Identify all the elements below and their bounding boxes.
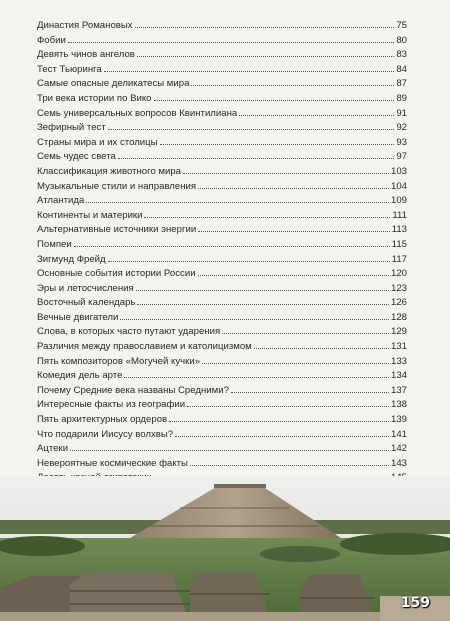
- toc-entry: [37, 340, 407, 355]
- toc-entry: [37, 369, 407, 384]
- toc-entry-title: Пять архитектурных ордеров: [37, 414, 168, 426]
- toc-entry-page: 92: [396, 122, 407, 134]
- toc-entry-title: Континенты и материки: [37, 209, 143, 221]
- toc-entry-title: Пять композиторов «Могучей кучки»: [37, 355, 201, 367]
- toc-entry: [37, 48, 407, 63]
- toc-leader-dots: [104, 71, 395, 72]
- toc-leader-dots: [137, 304, 389, 305]
- toc-entry-page: 139: [390, 414, 407, 426]
- toc-entry-page: 133: [390, 355, 407, 367]
- toc-entry: [37, 442, 407, 457]
- toc-entry-page: 117: [391, 253, 407, 265]
- toc-entry: [37, 77, 407, 92]
- toc-entry: [37, 209, 407, 224]
- toc-entry: [37, 253, 407, 268]
- toc-entry-title: Семь чудес света: [37, 151, 116, 163]
- toc-entry-title: Ацтеки: [37, 443, 69, 455]
- toc-leader-dots: [68, 42, 394, 43]
- toc-entry-page: 91: [396, 107, 407, 119]
- toc-entry-title: Невероятные космические факты: [37, 457, 188, 469]
- toc-leader-dots: [124, 377, 389, 378]
- toc-entry-title: Основные события истории России: [37, 268, 196, 280]
- toc-entry-title: Девять чинов ангелов: [37, 49, 135, 61]
- toc-entry: [37, 107, 407, 122]
- toc-leader-dots: [187, 406, 389, 407]
- toc-leader-dots: [135, 27, 395, 28]
- toc-leader-dots: [136, 290, 389, 291]
- toc-entry-page: 126: [390, 297, 407, 309]
- toc-leader-dots: [198, 275, 389, 276]
- toc-entry: [37, 355, 407, 370]
- toc-leader-dots: [202, 363, 389, 364]
- toc-entry-title: Страны мира и их столицы: [37, 136, 158, 148]
- toc-leader-dots: [120, 319, 389, 320]
- toc-entry: [37, 136, 407, 151]
- toc-entry-title: Тест Тьюринга: [37, 63, 102, 75]
- toc-entry-title: Зигмунд Фрейд: [37, 253, 106, 265]
- toc-entry-title: Музыкальные стили и направления: [37, 180, 197, 192]
- toc-leader-dots: [108, 261, 390, 262]
- toc-entry-page: 113: [391, 224, 407, 236]
- toc-leader-dots: [175, 436, 389, 437]
- toc-entry-page: 103: [390, 165, 407, 177]
- toc-entry: [37, 325, 407, 340]
- toc-entry-page: 89: [396, 92, 407, 104]
- toc-entry-title: Почему Средние века названы Средними?: [37, 384, 229, 396]
- toc-entry-title: Династия Романовых: [37, 20, 133, 31]
- toc-entry-page: 141: [390, 428, 407, 440]
- toc-entry: [37, 34, 407, 49]
- toc-entry-title: Различия между православием и католицизмом: [37, 341, 252, 353]
- toc-entry-title: Самые опасные деликатесы мира: [37, 78, 190, 90]
- toc-entry-page: 123: [390, 282, 407, 294]
- toc-entry: [37, 180, 407, 195]
- toc-entry-page: 97: [396, 151, 407, 163]
- toc-leader-dots: [190, 465, 389, 466]
- toc-entry-page: 75: [396, 20, 407, 31]
- toc-entry-page: 128: [390, 311, 407, 323]
- toc-entry: [37, 238, 407, 253]
- toc-leader-dots: [254, 348, 389, 349]
- toc-entry-page: 115: [391, 238, 407, 250]
- toc-entry-title: Классификация животного мира: [37, 165, 182, 177]
- toc-leader-dots: [137, 56, 394, 57]
- toc-leader-dots: [239, 115, 394, 116]
- toc-entry-page: 111: [392, 209, 407, 221]
- toc-entry-title: Что подарили Иисусу волхвы?: [37, 428, 174, 440]
- toc-entry-title: Зефирный тест: [37, 122, 106, 134]
- table-of-contents: [37, 19, 407, 544]
- toc-entry: [37, 150, 407, 165]
- toc-entry: [37, 194, 407, 209]
- toc-leader-dots: [154, 100, 395, 101]
- toc-entry-title: Вечные двигатели: [37, 311, 119, 323]
- toc-entry: [37, 428, 407, 443]
- toc-entry: [37, 92, 407, 107]
- toc-entry: [37, 296, 407, 311]
- toc-entry: [37, 398, 407, 413]
- toc-entry-page: 134: [390, 370, 407, 382]
- toc-entry-page: 93: [396, 136, 407, 148]
- toc-leader-dots: [231, 392, 389, 393]
- toc-entry: [37, 457, 407, 472]
- toc-entry-page: 129: [390, 326, 407, 338]
- toc-entry-page: 109: [390, 195, 407, 207]
- toc-entry-title: Восточный календарь: [37, 297, 136, 309]
- toc-entry-page: 120: [390, 268, 407, 280]
- toc-entry-title: Альтернативные источники энергии: [37, 224, 197, 236]
- toc-leader-dots: [183, 173, 389, 174]
- toc-leader-dots: [198, 231, 390, 232]
- toc-entry-page: 143: [390, 457, 407, 469]
- toc-leader-dots: [169, 421, 389, 422]
- toc-leader-dots: [160, 144, 395, 145]
- toc-entry-page: 138: [390, 399, 407, 411]
- toc-entry-title: Атлантида: [37, 195, 85, 207]
- toc-entry-title: Слова, в которых часто путают ударения: [37, 326, 221, 338]
- toc-entry-title: Комедия дель арте: [37, 370, 123, 382]
- toc-entry-title: Семь универсальных вопросов Квинтилиана: [37, 107, 238, 119]
- toc-leader-dots: [86, 202, 389, 203]
- toc-entry-title: Три века истории по Вико: [37, 92, 152, 104]
- toc-entry: [37, 267, 407, 282]
- toc-entry: [37, 19, 407, 34]
- toc-entry-page: 131: [390, 341, 407, 353]
- toc-entry: [37, 121, 407, 136]
- toc-leader-dots: [191, 85, 394, 86]
- toc-leader-dots: [198, 188, 389, 189]
- toc-entry: [37, 311, 407, 326]
- toc-entry-title: Фобии: [37, 34, 66, 46]
- toc-entry-page: 87: [396, 78, 407, 90]
- toc-entry: [37, 63, 407, 78]
- toc-leader-dots: [108, 129, 395, 130]
- toc-leader-dots: [70, 450, 389, 451]
- toc-entry-page: 137: [390, 384, 407, 396]
- toc-entry-page: 142: [390, 443, 407, 455]
- toc-entry-page: 80: [396, 34, 407, 46]
- toc-leader-dots: [74, 246, 390, 247]
- pyramid-photo: [0, 476, 450, 621]
- toc-entry: [37, 282, 407, 297]
- toc-leader-dots: [222, 333, 389, 334]
- toc-entry: [37, 413, 407, 428]
- toc-entry: [37, 384, 407, 399]
- page-number: 159: [400, 595, 430, 611]
- toc-entry-title: Интересные факты из географии: [37, 399, 186, 411]
- toc-entry: [37, 223, 407, 238]
- toc-entry-page: 84: [396, 63, 407, 75]
- toc-leader-dots: [144, 217, 390, 218]
- toc-entry-title: Помпеи: [37, 238, 72, 250]
- toc-entry: [37, 165, 407, 180]
- toc-entry-page: 104: [390, 180, 407, 192]
- toc-leader-dots: [118, 158, 395, 159]
- toc-entry-page: 83: [396, 49, 407, 61]
- toc-entry-title: Эры и летосчисления: [37, 282, 134, 294]
